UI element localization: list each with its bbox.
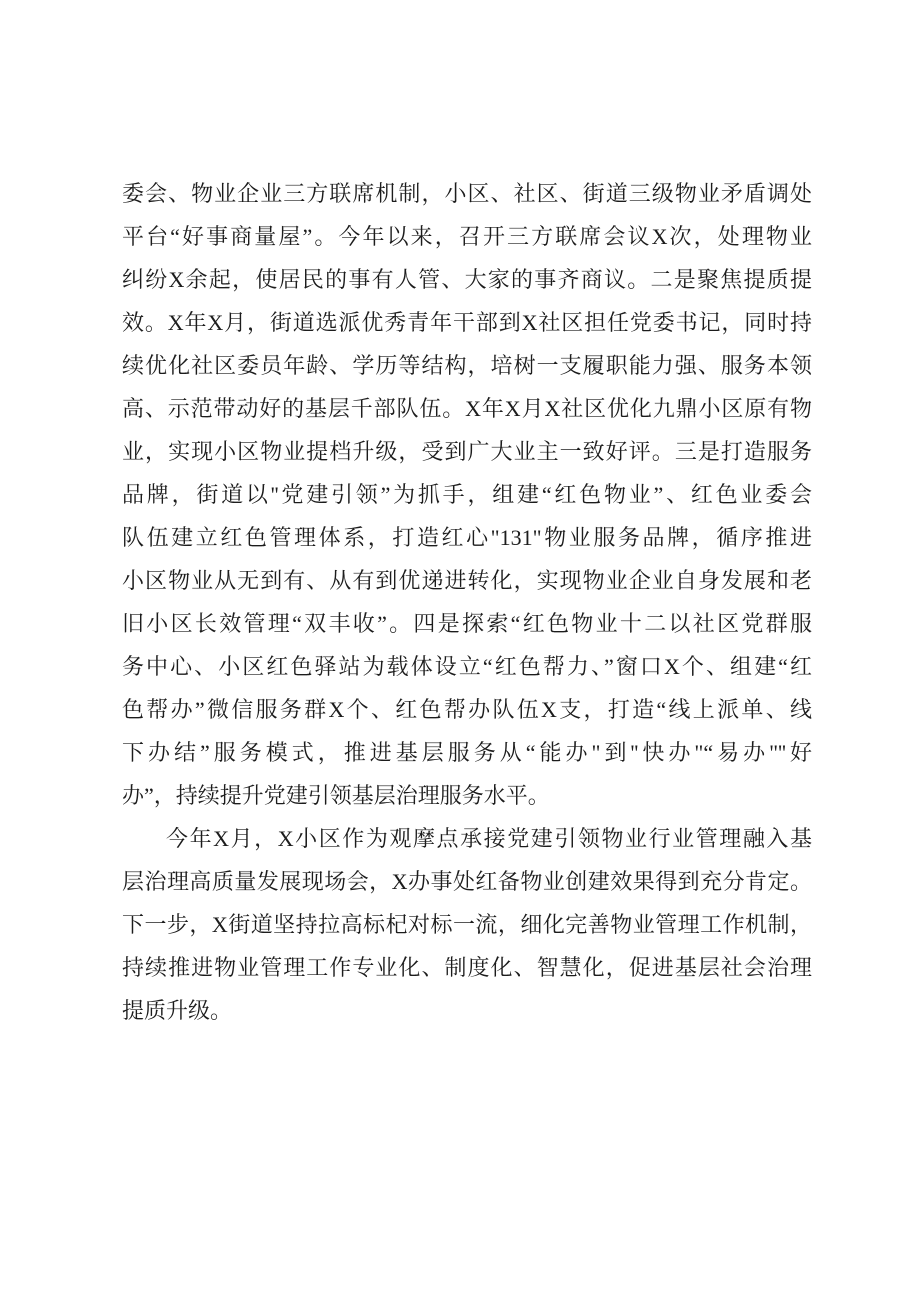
text-line: 品牌，街道以''党建引领”为抓手，组建“红色物业”、红色业委会 — [122, 482, 812, 507]
text-line: 高、示范带动好的基层千部队伍。X年X月X社区优化九鼎小区原有物 — [122, 396, 812, 421]
text-line: 平台“好事商量屋”。今年以来，召开三方联席会议X次，处理物业 — [122, 224, 812, 249]
text-line: 持续推进物业管理工作专业化、制度化、智慧化，促进基层社会治理 — [122, 955, 812, 980]
text-line: 今年X月，X小区作为观摩点承接党建引领物业行业管理融入基 — [166, 826, 812, 851]
text-line: 小区物业从无到有、从有到优递进转化，实现物业企业自身发展和老 — [122, 568, 812, 593]
text-line: 纠纷X余起，使居民的事有人管、大家的事齐商议。二是聚焦提质提 — [122, 267, 812, 292]
text-line: 旧小区长效管理“双丰收”。四是探索“红色物业十二以社区党群服 — [122, 611, 812, 636]
text-line: 续优化社区委员年龄、学历等结构，培树一支履职能力强、服务本领 — [122, 353, 812, 378]
text-line: 委会、物业企业三方联席机制，小区、社区、街道三级物业矛盾调处 — [122, 181, 812, 206]
text-line: 务中心、小区红色驿站为载体设立“红色帮力、”窗口X个、组建“红 — [122, 654, 812, 679]
text-line: 下一步，X街道坚持拉高标杞对标一流，细化完善物业管理工作机制， — [122, 912, 812, 937]
paragraph-2 — [122, 817, 812, 1032]
text-line: 提质升级。 — [122, 998, 233, 1023]
text-line: 业，实现小区物业提档升级，受到广大业主一致好评。三是打造服务 — [122, 439, 812, 464]
text-line: 下办结”服务模式，推进基层服务从“能办"到''快办"“易办"''好 — [122, 740, 812, 765]
text-line: 队伍建立红色管理体系，打造红心"131"物业服务品牌，循序推进 — [122, 525, 812, 550]
text-line: 效。X年X月，街道选派优秀青年干部到X社区担任党委书记，同时持 — [122, 310, 812, 335]
text-line: 层治理高质量发展现场会，X办事处红备物业创建效果得到充分肯定。 — [122, 869, 812, 894]
text-line: 色帮办”微信服务群X个、红色帮办队伍X支，打造“线上派单、线 — [122, 697, 812, 722]
text-line: 办”，持续提升党建引领基层治理服务水平。 — [122, 783, 550, 808]
document-body — [122, 172, 812, 1032]
paragraph-1 — [122, 172, 812, 817]
